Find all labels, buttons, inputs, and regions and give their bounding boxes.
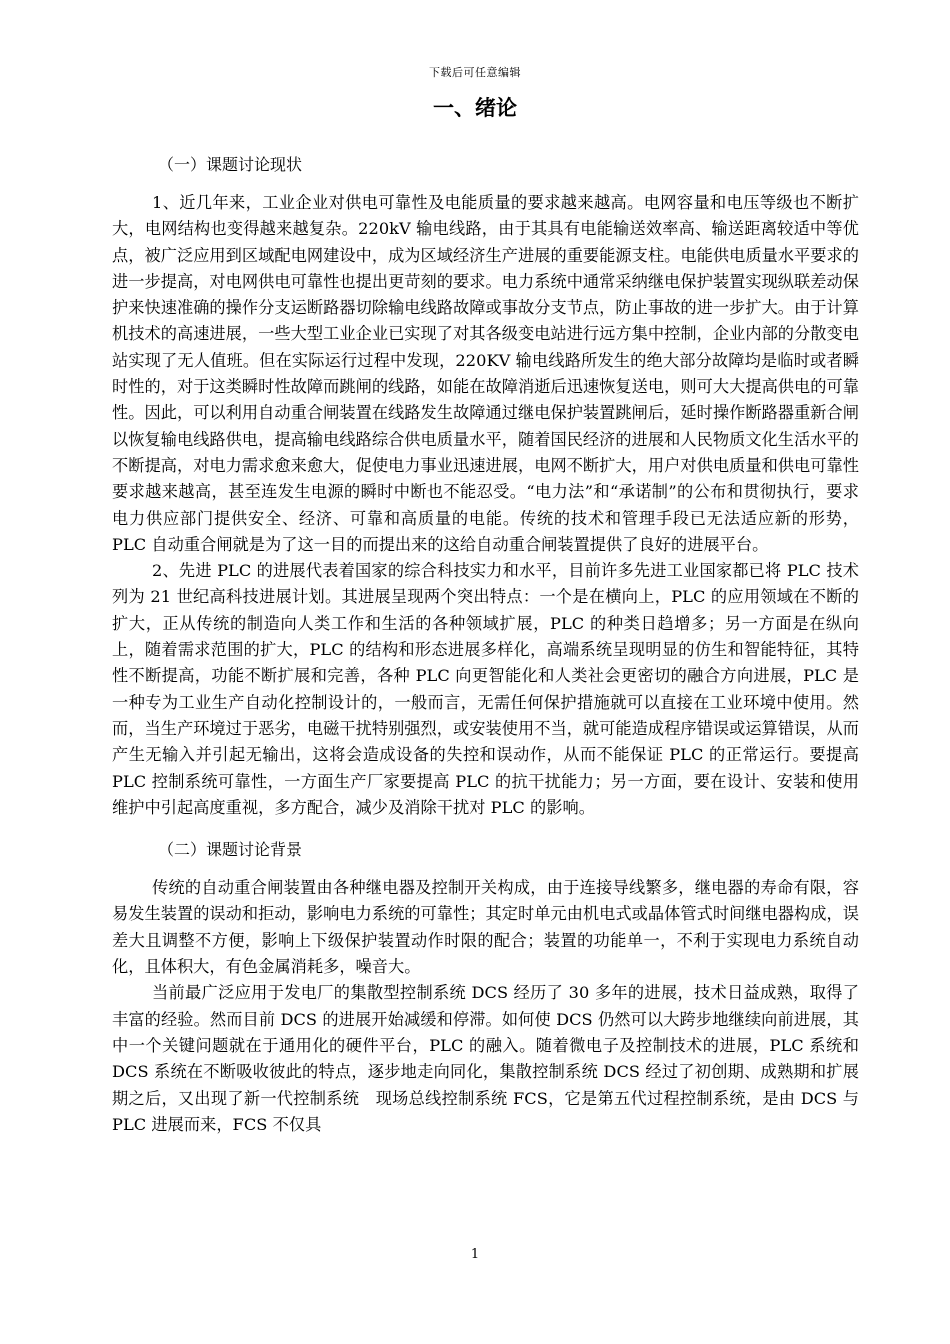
page-title: 一、绪论 [433, 96, 517, 120]
header-note: 下载后可任意编辑 [429, 66, 521, 79]
paragraph-4: 当前最广泛应用于发电厂的集散型控制系统 DCS 经历了 30 多年的进展，技术日益成熟，取得了丰富的经验。然而目前 DCS 的进展开始减缓和停滞。如何使 DCS 仍然可以大跨步地继续向前进展，其中一个关键问题就在于通用化的硬件平台，PLC 的融入。随着微电子及控制技术的进展，PLC 系统和 DCS 系统在不断吸收彼此的特点，逐步地走向同化，集散控制系统 DCS 经过了初创期、成熟期和扩展期之后，又出现了新一代控制系统 现场总线控制系统 FCS，它是第五代过程控制系统，是由 DCS 与 PLC 进展而来，FCS 不仅具 [112, 983, 859, 1134]
page-number: 1 [470, 1247, 480, 1262]
paragraph-1: 1、近几年来，工业企业对供电可靠性及电能质量的要求越来越高。电网容量和电压等级也不断扩大，电网结构也变得越来越复杂。220kV 输电线路，由于其具有电能输送效率高、输送距离较适中等优点，被广泛应用到区域配电网建设中，成为区域经济生产进展的重要能源支柱。电能供电质量水平要求的进一步提高，对电网供电可靠性也提出更苛刻的要求。电力系统中通常采纳继电保护装置实现纵联差动保护来快速准确的操作分支运断路器切除输电线路故障或事故分支节点，防止事故的进一步扩大。由于计算机技术的高速进展，一些大型工业企业已实现了对其各级变电站进行远方集中控制，企业内部的分散变电站实现了无人值班。但在实际运行过程中发现，220KV 输电线路所发生的绝大部分故障均是临时或者瞬时性的，对于这类瞬时性故障而跳闸的线路，如能在故障消逝后迅速恢复送电，则可大大提高供电的可靠性。因此，可以利用自动重合闸装置在线路发生故障通过继电保护装置跳闸后，延时操作断路器重新合闸以恢复输电线路供电，提高输电线路综合供电质量水平，随着国民经济的进展和人民物质文化生活水平的不断提高，对电力需求愈来愈大，促使电力事业迅速进展，电网不断扩大，用户对供电质量和供电可靠性要求越来越高，甚至连发生电源的瞬时中断也不能忍受。“电力法”和“承诺制”的公布和贯彻执行，要求电力供应部门提供安全、经济、可靠和高质量的电能。传统的技术和管理手段已无法适应新的形势，PLC 自动重合闸就是为了这一目的而提出来的这给自动重合闸装置提供了良好的进展平台。 [112, 193, 859, 554]
paragraph-3: 传统的自动重合闸装置由各种继电器及控制开关构成，由于连接导线繁多，继电器的寿命有限，容易发生装置的误动和拒动，影响电力系统的可靠性；其定时单元由机电式或晶体管式时间继电器构成，误差大且调整不方便，影响上下级保护装置动作时限的配合；装置的功能单一，不利于实现电力系统自动化，且体积大，有色金属消耗多，噪音大。 [112, 878, 859, 977]
paragraph-2: 2、先进 PLC 的进展代表着国家的综合科技实力和水平，目前许多先进工业国家都已将 PLC 技术列为 21 世纪高科技进展计划。其进展呈现两个突出特点：一个是在横向上，PLC 的应用领域在不断的扩大，正从传统的制造向人类工作和生活的各种领域扩展，PLC 的种类日趋增多；另一方面是在纵向上，随着需求范围的扩大，PLC 的结构和形态进展多样化，高端系统呈现明显的仿生和智能特征，其特性不断提高，功能不断扩展和完善，各种 PLC 向更智能化和人类社会更密切的融合方向进展，PLC 是一种专为工业生产自动化控制设计的，一般而言，无需任何保护措施就可以直接在工业环境中使用。然而，当生产环境过于恶劣，电磁干扰特别强烈，或安装使用不当，就可能造成程序错误或运算错误，从而产生无输入并引起无输出，这将会造成设备的失控和误动作，从而不能保证 PLC 的正常运行。要提高 PLC 控制系统可靠性，一方面生产厂家要提高 PLC 的抗干扰能力；另一方面，要在设计、安装和使用维护中引起高度重视，多方配合，减少及消除干扰对 PLC 的影响。 [112, 561, 859, 817]
section-heading-background: （二）课题讨论背景 [158, 840, 303, 860]
document-body [112, 152, 859, 1138]
section-heading-status: （一）课题讨论现状 [158, 155, 303, 174]
